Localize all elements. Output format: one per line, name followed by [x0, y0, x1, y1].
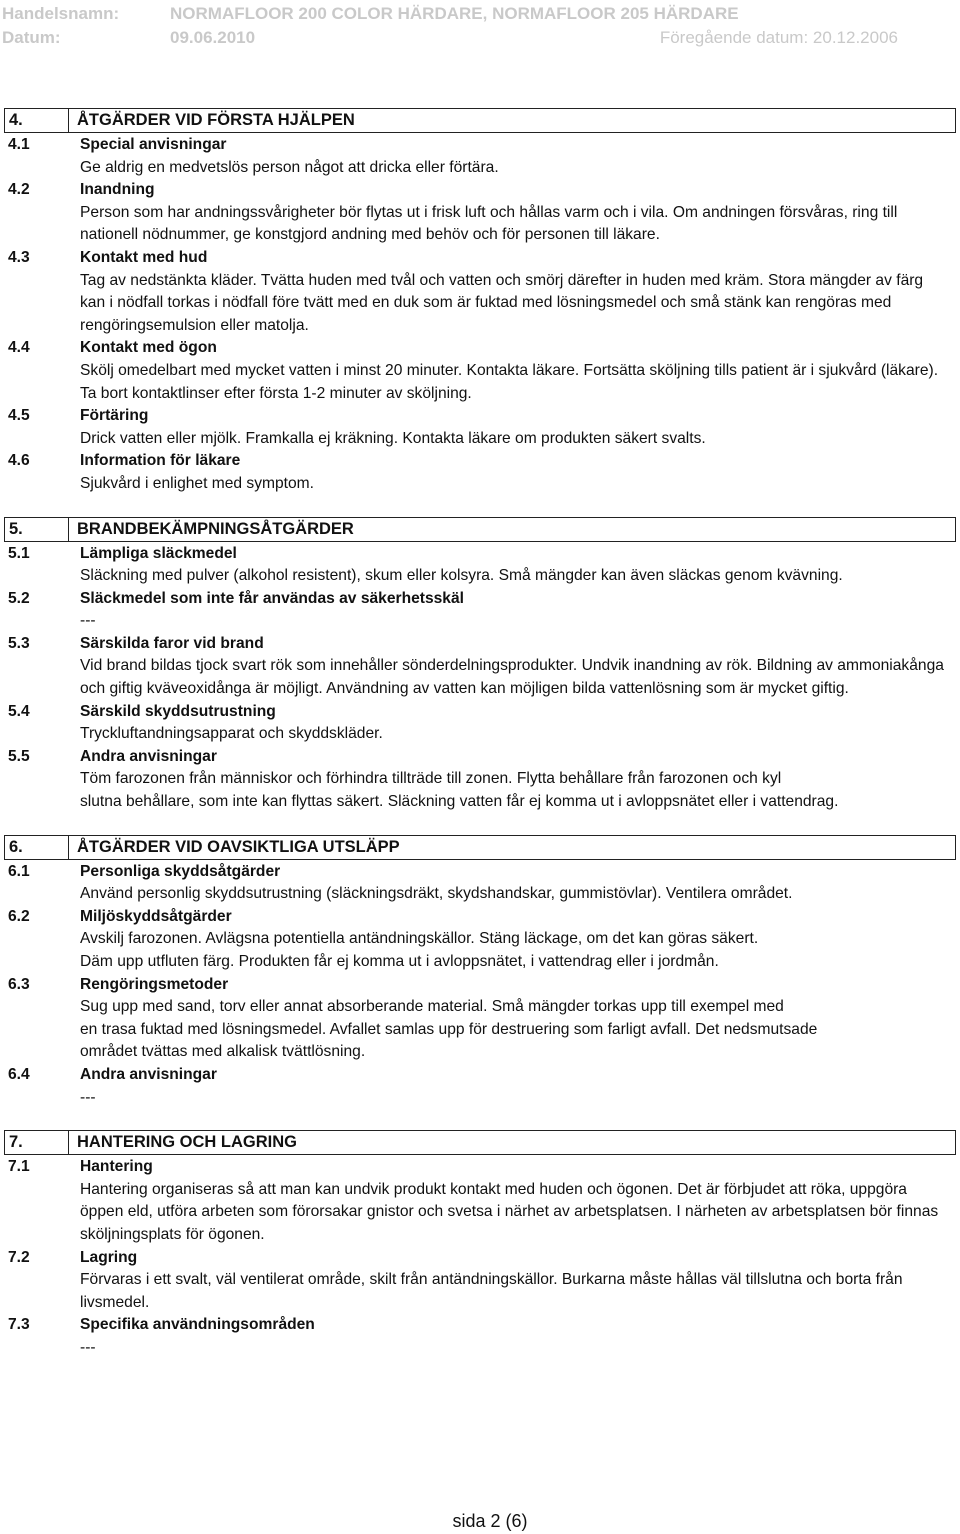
body-text: området tvättas med alkalisk tvättlösning. — [80, 1043, 366, 1061]
body-text: slutna behållare, som inte kan flyttas säkert. Släckning vatten får ej komma ut i avloppsnätet eller i vattendrag. — [80, 793, 839, 811]
subsection-number: 5.1 — [8, 544, 30, 562]
subsection-number: 5.5 — [8, 747, 30, 765]
body-text: Tag av nedstänkta kläder. Tvätta huden med tvål och vatten och smörj därefter in huden med kräm. Stora mängder av färg kan i nödfall torkas i nödfall före tvätt med en duk som är fuktad med lösningsmedel och små stänk kan rengöras med rengöringsemulsion eller matolja. — [80, 271, 924, 334]
subsection-number: 4.5 — [8, 407, 30, 425]
subsection-title: Special anvisningar — [80, 136, 227, 153]
body-text: Däm upp utfluten färg. Produkten får ej komma ut i avloppsnätet, i vattendrag eller i jordmån. — [80, 953, 719, 970]
subsection-body — [4, 1179, 956, 1247]
body-text: Ge aldrig en medvetslös person något att dricka eller förtära. — [80, 158, 499, 176]
date-value: 09.06.2010 — [170, 28, 256, 47]
section-spacer — [0, 814, 960, 835]
body-text: Person som har andningssvårigheter bör flytas ut i frisk luft och hållas varm och i vila. Om andningen försvåras, ring till nationell nödnummer, ge konstgjord andning med behöv och för personen till läkare. — [80, 203, 898, 244]
subsection-title: Inandning — [80, 181, 155, 199]
subsection-title: Rengöringsmetoder — [80, 975, 229, 993]
subsection-4-6 — [4, 450, 956, 495]
section-number: 5. — [5, 518, 69, 541]
section-7 — [4, 1130, 956, 1359]
section-heading — [4, 835, 956, 860]
subsection-number: 5.4 — [8, 702, 30, 720]
subsection-title: Information för läkare — [80, 452, 241, 470]
document-content — [0, 108, 960, 1360]
subsection-6-1 — [4, 861, 956, 906]
subsection-4-1 — [4, 134, 956, 179]
subsection-number: 7.3 — [8, 1316, 30, 1334]
subsection-title: Specifika användningsområden — [80, 1316, 315, 1334]
subsection-5-2 — [4, 588, 956, 633]
subsection-number: 4.4 — [8, 339, 30, 357]
subsection-body — [4, 1269, 956, 1314]
subsection-title: Förtäring — [80, 407, 149, 425]
section-heading — [4, 517, 956, 542]
subsection-4-5 — [4, 405, 956, 450]
subsection-7-2 — [4, 1247, 956, 1315]
subsection-number: 4.3 — [8, 248, 30, 266]
subsection-body — [4, 202, 956, 247]
subsection-title: Särskild skyddsutrustning — [80, 702, 276, 720]
subsection-6-2 — [4, 906, 956, 974]
subsection-number: 4.2 — [8, 181, 30, 199]
section-6 — [4, 835, 956, 1110]
subsection-number: 6.1 — [8, 862, 30, 880]
subsection-title: Andra anvisningar — [80, 1065, 217, 1083]
subsection-number: 4.6 — [8, 452, 30, 470]
product-label: Handelsnamn: — [2, 4, 120, 23]
subsection-body — [4, 655, 956, 700]
section-title: ÅTGÄRDER VID OAVSIKTLIGA UTSLÄPP — [77, 837, 400, 856]
section-number: 6. — [5, 836, 69, 859]
subsection-body — [4, 928, 956, 973]
body-text: Släckning med pulver (alkohol resistent), skum eller kolsyra. Små mängder kan även släckas genom kvävning. — [80, 567, 843, 585]
subsection-number: 5.3 — [8, 634, 30, 652]
subsection-number: 6.2 — [8, 907, 30, 925]
subsection-6-3 — [4, 974, 956, 1064]
subsection-body — [4, 428, 956, 451]
subsection-number: 7.1 — [8, 1158, 30, 1176]
section-number: 4. — [5, 109, 69, 132]
section-5 — [4, 517, 956, 814]
subsection-body — [4, 610, 956, 633]
body-text: Vid brand bildas tjock svart rök som innehåller sönderdelningsprodukter. Undvik inandning av rök. Bildning av ammoniakånga och giftig kväveoxidånga är möjligt. Användning av vatten kan möjligen bilda vattenlösning som är mycket giftig. — [80, 657, 944, 698]
subsection-6-4 — [4, 1064, 956, 1109]
subsection-body — [4, 1087, 956, 1110]
subsection-body — [4, 883, 956, 906]
body-text: Sjukvård i enlighet med symptom. — [80, 474, 315, 492]
previous-date: Föregående datum: 20.12.2006 — [659, 28, 898, 47]
subsection-title: Personliga skyddsåtgärder — [80, 862, 281, 880]
body-text: Avskilj farozonen. Avlägsna potentiella antändningskällor. Stäng läckage, om det kan göras säkert. — [80, 930, 759, 948]
body-text: Tryckluftandningsapparat och skyddskläder. — [80, 725, 383, 743]
section-title: BRANDBEKÄMPNINGSÅTGÄRDER — [77, 519, 354, 538]
body-text: en trasa fuktad med lösningsmedel. Avfallet samlas upp för destruering som farligt avfall. Det nedsmutsade — [80, 1020, 818, 1038]
section-spacer — [0, 1109, 960, 1130]
section-title: HANTERING OCH LAGRING — [77, 1133, 297, 1152]
product-name: NORMAFLOOR 200 COLOR HÄRDARE, NORMAFLOOR 205 HÄRDARE — [170, 4, 739, 23]
subsection-body — [4, 157, 956, 180]
body-text: Använd personlig skyddsutrustning (släckningsdräkt, skydshandskar, gummistövlar). Ventilera området. — [80, 885, 793, 903]
body-text: Drick vatten eller mjölk. Framkalla ej kräkning. Kontakta läkare om produkten säkert svalts. — [80, 429, 706, 447]
subsection-body — [4, 1337, 956, 1360]
subsection-body — [4, 270, 956, 338]
subsection-7-1 — [4, 1156, 956, 1246]
subsection-title: Lagring — [80, 1248, 138, 1266]
page-number: sida 2 (6) — [452, 1511, 528, 1531]
subsection-5-4 — [4, 701, 956, 746]
subsection-body — [4, 996, 956, 1064]
subsection-5-1 — [4, 543, 956, 588]
body-text: --- — [80, 612, 96, 630]
subsection-5-3 — [4, 633, 956, 701]
subsection-title: Kontakt med hud — [80, 248, 208, 266]
subsection-title: Kontakt med ögon — [80, 339, 217, 357]
subsection-number: 5.2 — [8, 589, 30, 607]
section-spacer — [0, 496, 960, 517]
subsection-number: 4.1 — [8, 136, 30, 153]
subsection-title: Särskilda faror vid brand — [80, 634, 264, 652]
subsection-4-3 — [4, 247, 956, 337]
body-text: Hantering organiseras så att man kan undvik produkt kontakt med huden och ögonen. Det är förbjudet att röka, uppgöra öppen eld, utföra arbeten som förorsakar gnistor och svetsa i närhet av arbetsplatsen. I närheten av arbetsplatsen bör finnas sköljningsplats för ögonen. — [80, 1180, 939, 1243]
body-text: --- — [80, 1088, 96, 1106]
subsection-4-2 — [4, 179, 956, 247]
subsection-body — [4, 360, 956, 405]
subsection-body — [4, 768, 956, 813]
subsection-title: Andra anvisningar — [80, 747, 217, 765]
subsection-number: 6.4 — [8, 1065, 30, 1083]
subsection-5-5 — [4, 746, 956, 814]
section-number: 7. — [5, 1131, 69, 1154]
subsection-body — [4, 565, 956, 588]
document-header — [0, 0, 960, 64]
header-date-row — [0, 28, 960, 58]
subsection-number: 7.2 — [8, 1248, 30, 1266]
subsection-title: Hantering — [80, 1158, 153, 1176]
date-label: Datum: — [2, 28, 61, 47]
section-heading — [4, 108, 956, 133]
subsection-7-3 — [4, 1314, 956, 1359]
body-text: --- — [80, 1338, 96, 1356]
body-text: Skölj omedelbart med mycket vatten i minst 20 minuter. Kontakta läkare. Fortsätta sköljning tills patient är i sjukvård (läkare). Ta bort kontaktlinser efter första 1-2 minuter av sköljning. — [80, 361, 939, 402]
section-4 — [4, 108, 956, 496]
subsection-body — [4, 473, 956, 496]
section-heading — [4, 1130, 956, 1155]
subsection-body — [4, 723, 956, 746]
body-text: Töm farozonen från människor och förhindra tillträde till zonen. Flytta behållare från farozonen och kyl — [80, 770, 782, 788]
subsection-title: Lämpliga släckmedel — [80, 544, 237, 562]
subsection-number: 6.3 — [8, 975, 30, 993]
subsection-title: Miljöskyddsåtgärder — [80, 907, 232, 925]
body-text: Sug upp med sand, torv eller annat absorberande material. Små mängder torkas upp till exempel med — [80, 998, 784, 1016]
body-text: Förvaras i ett svalt, väl ventilerat område, skilt från antändningskällor. Burkarna måste hållas väl tillslutna och borta från livsmedel. — [80, 1271, 903, 1311]
subsection-title: Släckmedel som inte får användas av säkerhetsskäl — [80, 589, 464, 607]
subsection-4-4 — [4, 337, 956, 405]
section-title: ÅTGÄRDER VID FÖRSTA HJÄLPEN — [77, 111, 355, 129]
